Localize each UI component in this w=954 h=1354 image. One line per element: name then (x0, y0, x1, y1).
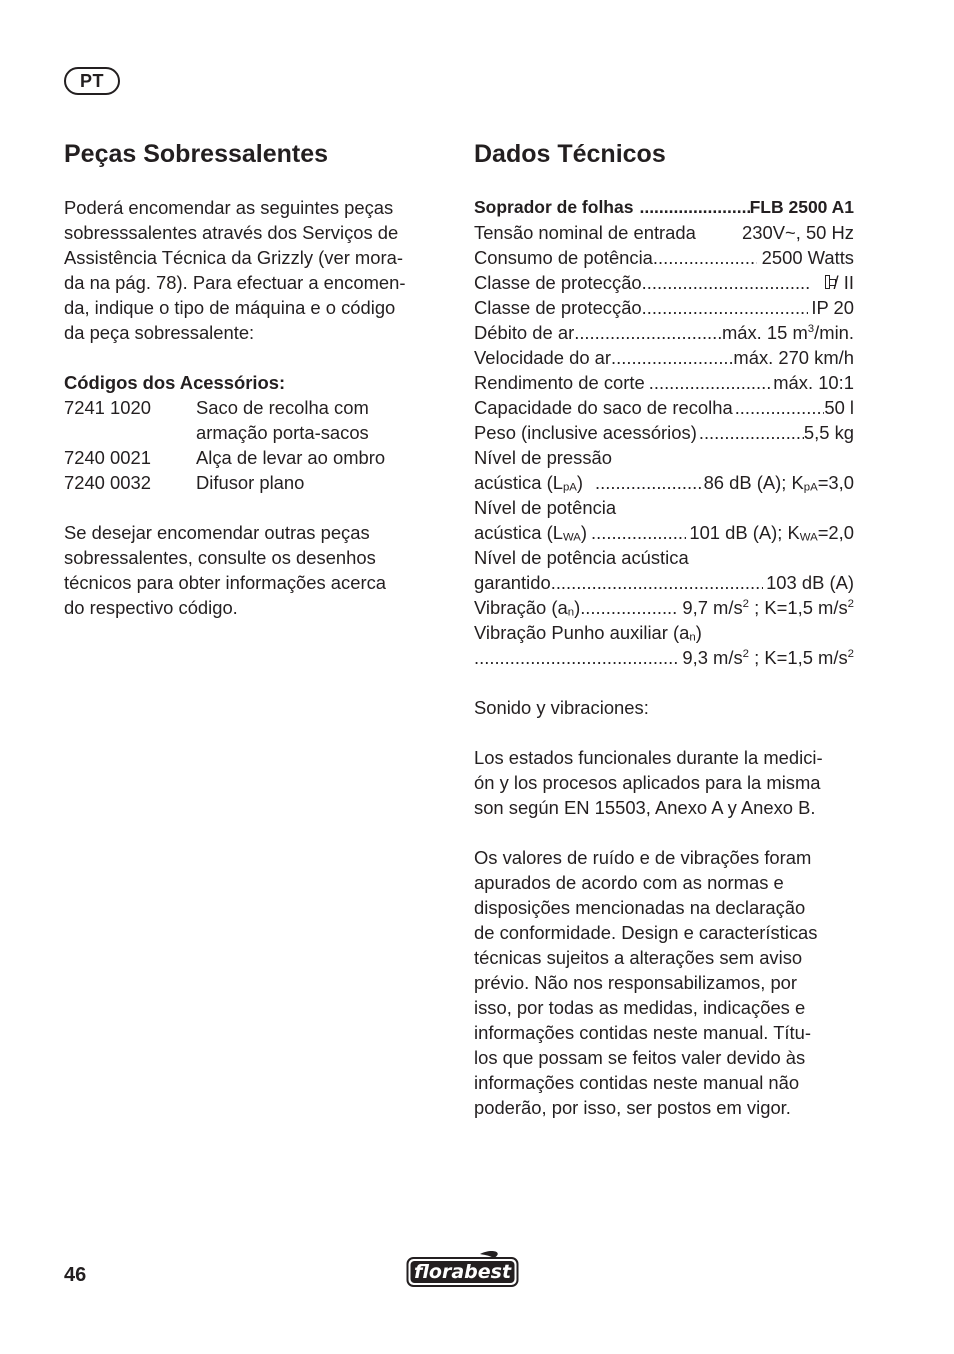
text-line: son según EN 15503, Anexo A y Anexo B. (474, 797, 816, 818)
logo-text: florabest (413, 1261, 512, 1283)
measurement-paragraph (474, 745, 854, 820)
spec-row-ip-rating (474, 295, 854, 320)
spec-value: máx. 270 km/h (733, 347, 854, 368)
value-superscript: 2 (742, 597, 750, 610)
spec-list (474, 195, 854, 670)
conformity-paragraph (474, 845, 854, 1120)
spec-row-vibration-aux-handle (474, 645, 854, 670)
text-line: Assistência Técnica da Grizzly (ver mora- (64, 247, 403, 268)
sound-vibration-title: Sonido y vibraciones: (474, 697, 649, 718)
spec-value: 50 l (824, 397, 854, 418)
text-line: da, indique o tipo de máquina e o código (64, 297, 396, 318)
spec-label: Débito de ar (474, 322, 575, 343)
spec-value: 230V~, 50 Hz (742, 222, 854, 243)
technical-data-column (474, 195, 854, 1120)
spare-parts-intro (64, 195, 449, 345)
accessory-name-line: armação porta-sacos (196, 422, 369, 443)
florabest-logo (406, 1250, 519, 1288)
spec-row-voltage (474, 220, 854, 245)
spec-label: Nível de potência (474, 497, 617, 518)
label-text: Vibração (a (474, 597, 568, 618)
spec-label: garantido (474, 572, 551, 593)
language-badge: PT (64, 67, 120, 95)
spec-row-sound-power (474, 520, 854, 545)
spec-value: 5,5 kg (803, 422, 854, 443)
accessory-name: Difusor plano (196, 472, 305, 493)
value-superscript: 2 (742, 647, 750, 660)
value-superscript: 2 (847, 647, 854, 660)
spec-label: Capacidade do saco de recolha (474, 397, 733, 418)
spec-label: Velocidade do ar (474, 347, 612, 368)
spec-label (474, 520, 587, 545)
label-subscript: n (689, 631, 696, 644)
text-line: poderão, por isso, ser postos em vigor. (474, 1097, 791, 1118)
label-text: acústica (L (474, 522, 563, 543)
label-text: ) (580, 522, 587, 543)
spec-value (682, 595, 854, 620)
text-line: sobresssalentes através dos Serviços de (64, 222, 399, 243)
text-line: da peça sobressalente: (64, 322, 255, 343)
accessory-code: 7240 0021 (64, 447, 151, 468)
spec-value: 2500 Watts (761, 247, 854, 268)
spec-row-airflow (474, 320, 854, 345)
list-item (64, 395, 449, 445)
spec-value: 103 dB (A) (766, 572, 854, 593)
spec-label: Rendimento de corte (474, 372, 645, 393)
accessory-code: 7241 1020 (64, 397, 151, 418)
value-subscript: pA (803, 481, 818, 494)
value-text: =2,0 (817, 522, 854, 543)
label-text: acústica (L (474, 472, 563, 493)
spec-value (704, 470, 854, 495)
text-line: Se desejar encomendar outras peças (64, 522, 370, 543)
spec-label: Classe de protecção (474, 297, 642, 318)
spec-row-cutting-ratio (474, 370, 854, 395)
text-line: Poderá encomendar as seguintes peças (64, 197, 394, 218)
spec-value (682, 645, 854, 670)
value-text: =3,0 (817, 472, 854, 493)
label-text: Vibração Punho auxiliar (a (474, 622, 690, 643)
spec-row-bag-capacity (474, 395, 854, 420)
label-text: ) (574, 597, 581, 618)
text-line: da na pág. 78). Para efectuar a encomen- (64, 272, 406, 293)
spec-label: Nível de potência acústica (474, 547, 689, 568)
text-line: técnicos para obter informações acerca (64, 572, 386, 593)
text-line: prévio. Não nos responsabilizamos, por (474, 972, 798, 993)
value-superscript: 2 (847, 597, 854, 610)
spec-row-sound-pressure (474, 470, 854, 495)
spec-label: Tensão nominal de entrada (474, 222, 696, 243)
protection-class-ii-icon (825, 275, 830, 289)
text-line: isso, por todas as medidas, indicações e (474, 997, 806, 1018)
text-line: de conformidade. Design e características (474, 922, 818, 943)
text-line: apurados de acordo com as normas e (474, 872, 784, 893)
spec-row-product (474, 195, 854, 220)
value-superscript: 3 (807, 322, 815, 335)
text-line: sobressalentes, consulte os desenhos (64, 547, 376, 568)
page-number: 46 (64, 1264, 87, 1286)
accessories-title: Códigos dos Acessórios: (64, 372, 286, 393)
spec-value: / II (833, 272, 854, 293)
label-subscript: pA (562, 481, 577, 494)
spec-row-protection-class (474, 270, 854, 295)
value-text: 9,3 m/s (682, 647, 743, 668)
label-subscript: n (567, 606, 575, 619)
spare-parts-outro (64, 520, 449, 620)
spec-label (474, 620, 854, 645)
spec-label: Classe de protecção (474, 272, 642, 293)
value-text: 86 dB (A); K (703, 472, 804, 493)
spec-value: máx. 10:1 (773, 372, 854, 393)
spec-label: Consumo de potência (474, 247, 653, 268)
technical-data-heading: Dados Técnicos (474, 140, 666, 168)
spec-label: Soprador de folhas (474, 197, 634, 217)
spec-row-vibration (474, 595, 854, 620)
value-text: 101 dB (A); K (689, 522, 800, 543)
text-line: disposições mencionadas na declaração (474, 897, 806, 918)
value-text: 9,7 m/s (682, 597, 743, 618)
text-line: informações contidas neste manual. Títu- (474, 1022, 811, 1043)
accessory-name (196, 395, 449, 445)
spec-value (689, 520, 854, 545)
value-text: ; K=1,5 m/s (749, 647, 848, 668)
value-text: máx. 15 m (721, 322, 808, 343)
list-item (64, 470, 449, 495)
spec-row-guaranteed-sound-power (474, 570, 854, 595)
accessory-code: 7240 0032 (64, 472, 151, 493)
value-subscript: WA (799, 531, 818, 544)
text-line: técnicas sujeitos a alterações sem aviso (474, 947, 803, 968)
spec-value: FLB 2500 A1 (749, 197, 854, 217)
label-text: ) (695, 622, 702, 643)
accessory-name: Alça de levar ao ombro (196, 447, 386, 468)
spec-row-air-speed (474, 345, 854, 370)
spec-row-weight (474, 420, 854, 445)
value-text: /min. (814, 322, 854, 343)
spare-parts-column (64, 195, 449, 620)
value-text: ; K=1,5 m/s (749, 597, 848, 618)
text-line: do respectivo código. (64, 597, 238, 618)
spec-value (722, 320, 854, 345)
spare-parts-heading: Peças Sobressalentes (64, 140, 329, 168)
spec-label: Peso (inclusive acessórios) (474, 422, 697, 443)
spec-value: IP 20 (811, 297, 854, 318)
text-line: los que possam se feitos valer devido às (474, 1047, 806, 1068)
spec-label: Nível de pressão (474, 447, 613, 468)
spec-label (474, 470, 583, 495)
text-line: ón y los procesos aplicados para la misma (474, 772, 821, 793)
label-subscript: WA (562, 531, 581, 544)
spec-label (474, 595, 580, 620)
text-line: Os valores de ruído e de vibrações foram (474, 847, 812, 868)
accessories-list (64, 395, 449, 495)
spec-row-power (474, 245, 854, 270)
list-item (64, 445, 449, 470)
accessory-name-line: Saco de recolha com (196, 397, 369, 418)
label-text: ) (576, 472, 583, 493)
text-line: informações contidas neste manual não (474, 1072, 800, 1093)
text-line: Los estados funcionales durante la medici- (474, 747, 823, 768)
